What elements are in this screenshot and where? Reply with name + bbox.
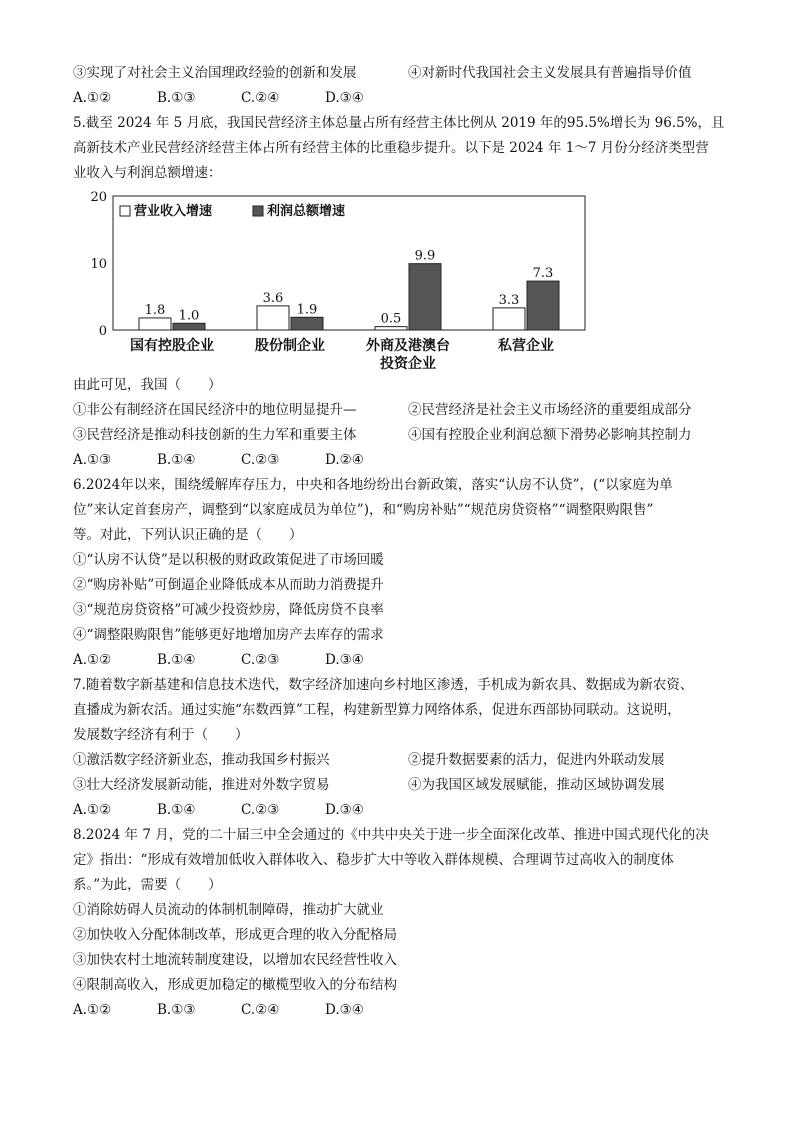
bar-profit [409, 264, 441, 330]
q8-option-d: D.③④ [325, 1002, 364, 1018]
q8-options [73, 1000, 409, 1020]
q6-options [73, 650, 409, 670]
q8-option-a: A.①② [73, 1002, 112, 1018]
category-label: 国有控股企业 [130, 338, 214, 354]
y-axis-ticks [90, 190, 107, 339]
bar-value-label: 0.5 [380, 311, 402, 327]
category-label: 私营企业 [498, 338, 554, 354]
q6-item-3: ③“规范房贷资格”可减少投资炒房，降低房贷不良率 [73, 602, 384, 618]
q4-item-4: ④对新时代我国社会主义发展具有普遍指导价值 [408, 65, 692, 81]
q6-item-2: ②“购房补贴”可倒逼企业降低成本从而助力消费提升 [73, 577, 384, 593]
q8-item-3: ③加快农村土地流转制度建设，以增加农民经营性收入 [73, 952, 397, 968]
q8-item-2: ②加快收入分配体制改革，形成更合理的收入分配格局 [73, 927, 397, 943]
q6-option-b: B.①④ [157, 652, 196, 668]
q5-option-a: A.①③ [73, 452, 112, 468]
q5-option-d: D.②④ [325, 452, 364, 468]
bar-revenue [493, 308, 525, 330]
q5-stem-line-3: 业收入与利润总额增速： [73, 165, 222, 181]
category-label: 外商及港澳台 [366, 338, 450, 354]
q4-options [73, 88, 409, 108]
bar-value-label: 1.0 [178, 308, 200, 324]
q6-stem-line-3: 等。对此，下列认识正确的是（ ） [73, 527, 303, 543]
q5-item-3: ③民营经济是推动科技创新的生力军和重要主体 [73, 427, 357, 443]
q6-option-d: D.③④ [325, 652, 364, 668]
q6-option-c: C.②③ [241, 652, 280, 668]
q8-option-b: B.①③ [157, 1002, 196, 1018]
bar-profit [173, 323, 205, 330]
bar-series [139, 249, 559, 330]
q5-options [73, 450, 409, 470]
q5-item-4: ④国有控股企业利润总额下滑势必影响其控制力 [408, 427, 692, 443]
bar-revenue [257, 306, 289, 330]
q4-item-3: ③实现了对社会主义治国理政经验的创新和发展 [73, 65, 357, 81]
y-tick-label: 10 [90, 257, 107, 272]
bar-revenue [375, 327, 407, 330]
q4-option-b: B.①③ [157, 90, 196, 106]
legend-swatch-revenue [120, 206, 130, 216]
q8-option-c: C.②④ [241, 1002, 280, 1018]
q8-stem-line-2: 定》指出：“形成有效增加低收入群体收入、稳步扩大中等收入群体规模、合理调节过高收入的制度体 [73, 852, 674, 868]
q5-stem-line-2: 高新技术产业民营经济经营主体占所有经营主体的比重稳步提升。以下是 2024 年 1～7 月份分经济类型营 [73, 140, 709, 156]
bar-value-label: 3.6 [262, 290, 284, 306]
q7-item-1: ①激活数字经济新业态，推动我国乡村振兴 [73, 752, 330, 768]
q7-item-2: ②提升数据要素的活力，促进内外联动发展 [408, 752, 665, 768]
q8-item-1: ①消除妨碍人员流动的体制机制障碍，推动扩大就业 [73, 902, 384, 918]
category-label: 股份制企业 [255, 338, 325, 354]
q7-stem-line-1: 7.随着数字新基建和信息技术迭代，数字经济加速向乡村地区渗透，手机成为新农具、数据成为新农资、 [73, 677, 694, 693]
q5-bar-chart [73, 190, 593, 375]
y-tick-label: 20 [90, 190, 107, 205]
q6-item-1: ①“认房不认贷”是以积极的财政政策促进了市场回暖 [73, 552, 384, 568]
q6-stem-line-2: 位”来认定首套房产，调整到“以家庭成员为单位”)，和“购房补贴”“规范房贷资格”“调整限购限售” [73, 502, 654, 518]
q6-option-a: A.①② [73, 652, 112, 668]
q5-stem-line-1: 5.截至 2024 年 5 月底，我国民营经济主体总量占所有经营主体比例从 2019 年的95.5%增长为 96.5%，且 [73, 115, 725, 131]
q8-item-4: ④限制高收入，形成更加稳定的橄榄型收入的分布结构 [73, 977, 397, 993]
q7-stem-line-3: 发展数字经济有利于（ ） [73, 727, 249, 743]
category-labels [130, 337, 554, 372]
q6-stem-line-1: 6.2024年以来，围绕缓解库存压力，中央和各地纷纷出台新政策，落实“认房不认贷”，(“以家庭为单 [73, 477, 673, 493]
bar-value-label: 1.9 [296, 302, 318, 318]
q4-option-d: D.③④ [325, 90, 364, 106]
q5-option-c: C.②③ [241, 452, 280, 468]
bar-value-label: 9.9 [414, 248, 436, 264]
q7-options [73, 800, 409, 820]
q7-option-a: A.①② [73, 802, 112, 818]
legend-label-revenue: 营业收入增速 [134, 204, 213, 219]
q7-item-3: ③壮大经济发展新动能，推进对外数字贸易 [73, 777, 330, 793]
legend-swatch-profit [253, 206, 263, 216]
legend-label-profit: 利润总额增速 [267, 204, 346, 219]
q7-option-d: D.③④ [325, 802, 364, 818]
q7-option-c: C.②③ [241, 802, 280, 818]
q5-option-b: B.①④ [157, 452, 196, 468]
bar-value-label: 7.3 [532, 266, 554, 282]
q7-item-4: ④为我国区域发展赋能，推动区域协调发展 [408, 777, 665, 793]
q5-item-2: ②民营经济是社会主义市场经济的重要组成部分 [408, 402, 692, 418]
q7-stem-line-2: 直播成为新农活。通过实施“东数西算”工程，构建新型算力网络体系，促进东西部协同联动。这说明， [73, 702, 681, 718]
q8-stem-line-3: 系。”为此，需要（ ） [73, 877, 222, 893]
q6-item-4: ④“调整限购限售”能够更好地增加房产去库存的需求 [73, 627, 384, 643]
q7-option-b: B.①④ [157, 802, 196, 818]
bar-profit [527, 281, 559, 330]
y-tick-label: 0 [98, 324, 107, 339]
category-label-line-2: 投资企业 [380, 356, 436, 372]
q4-option-a: A.①② [73, 90, 112, 106]
bar-profit [291, 317, 323, 330]
q8-stem-line-1: 8.2024 年 7 月，党的二十届三中全会通过的《中共中央关于进一步全面深化改革、推进中国式现代化的决 [73, 827, 709, 843]
bar-value-label: 1.8 [144, 302, 166, 318]
q4-option-c: C.②④ [241, 90, 280, 106]
bar-value-label: 3.3 [498, 292, 520, 308]
q5-question: 由此可见，我国（ ） [73, 377, 222, 393]
q5-item-1: ①非公有制经济在国民经济中的地位明显提升— [73, 402, 357, 418]
bar-revenue [139, 318, 171, 330]
